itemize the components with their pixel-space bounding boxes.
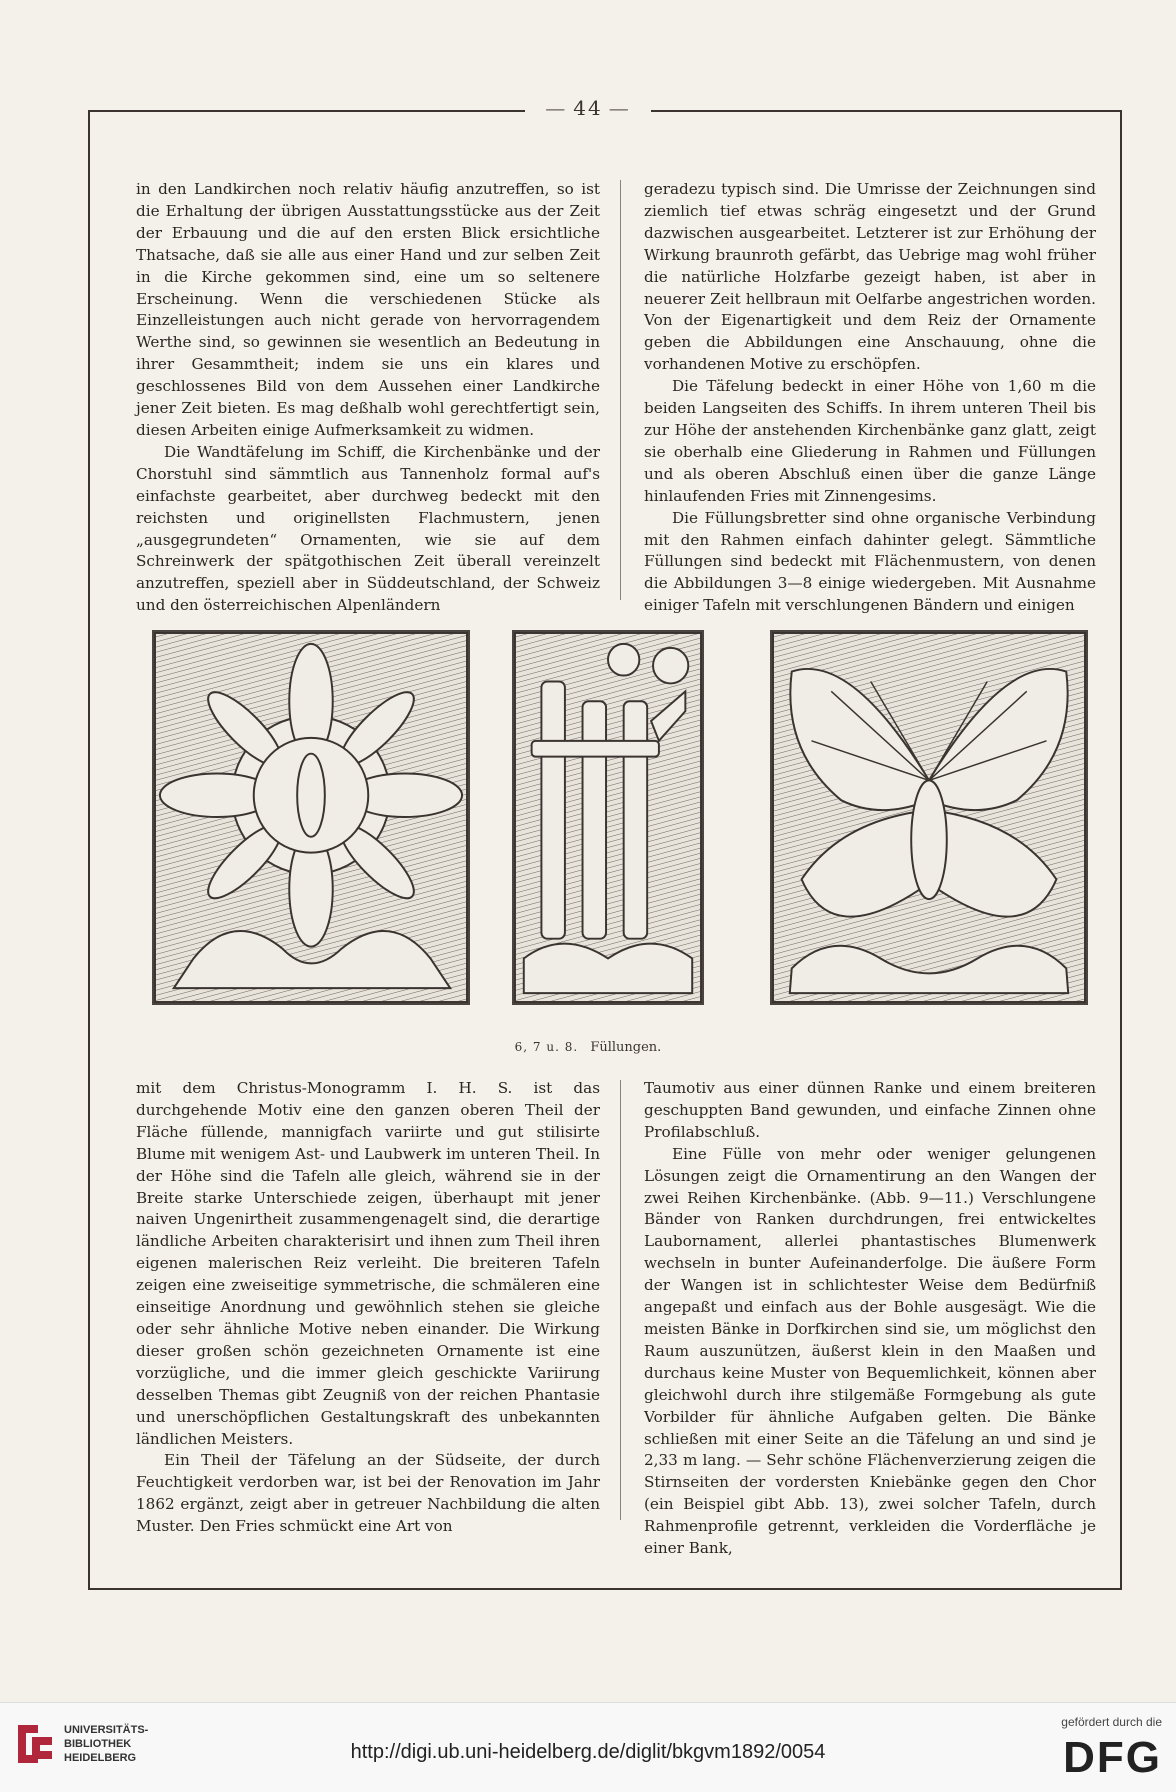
- institution-line: HEIDELBERG: [64, 1752, 137, 1764]
- figure-panel-butterfly: [770, 630, 1088, 1005]
- column-top-left: [136, 179, 600, 617]
- paragraph: Taumotiv aus einer dünnen Ranke und einem breiteren geschuppten Band gewunden, und einfache Zinnen ohne Profilabschluß.: [644, 1079, 1096, 1141]
- paragraph: Die Täfelung bedeckt in einer Höhe von 1,60 m die beiden Langseiten des Schiffs. In ihrem unteren Theil bis zur Höhe der anstehenden Kirchenbänke ganz glatt, zeigt sie oberhalb eine Gliederung in Rahmen und Füllungen und als oberen Abschluß einen über die ganze Länge hinlaufenden Fries mit Zinnengesims.: [644, 377, 1096, 505]
- page-number-wrap: [0, 96, 1176, 120]
- paragraph: Die Wandtäfelung im Schiff, die Kirchenbänke und der Chorstuhl sind sämmtlich aus Tannenholz formal auf's einfachste gearbeitet, aber durchweg bedeckt mit den reichsten und originellsten Flachmustern, jenen „ausgegrundeten“ Ornamenten, wie sie auf dem Schreinwerk der spätgothischen Zeit überall vereinzelt anzutreffen, speziell aber in Süddeutschland, der Schweiz und den österreichischen Alpenländern: [136, 442, 600, 615]
- monogram-engraving: [514, 632, 702, 1003]
- dfg-logo: DFG: [1063, 1733, 1162, 1782]
- figure-panel-monogram: [512, 630, 704, 1005]
- flower-engraving: [154, 632, 468, 1003]
- institution-line: UNIVERSITÄTS-: [64, 1724, 149, 1736]
- figure-caption-text: Füllungen.: [590, 1040, 662, 1055]
- figure-panel-flower: [152, 630, 470, 1005]
- column-top-right: [644, 179, 1096, 617]
- page-number: — 44 —: [525, 96, 650, 120]
- institution-line: BIBLIOTHEK: [64, 1738, 132, 1750]
- paragraph: in den Landkirchen noch relativ häufig anzutreffen, so ist die Erhaltung der übrigen Ausstattungsstücke aus der Zeit der Erbauung und die auf den ersten Blick ersichtliche Thatsache, daß sie alle aus einer Hand und zur selben Zeit in die Kirche gekommen sind, eine um so seltenere Erscheinung. Wenn die verschiedenen Stücke als Einzelleistungen auch nicht gerade von hervorragendem Werthe sind, so gewinnen sie wesentlich an Bedeutung in ihrer Gesammtheit; indem sie uns ein klares und geschlossenes Bild von dem Aussehen einer Landkirche jener Zeit bieten. Es mag deßhalb wohl gerechtfertigt sein, diesen Arbeiten einige Aufmerksamkeit zu widmen.: [136, 180, 600, 439]
- figure-caption: [0, 1040, 1176, 1055]
- paragraph: Ein Theil der Täfelung an der Südseite, der durch Feuchtigkeit verdorben war, ist bei der Renovation im Jahr 1862 ergänzt, zeigt aber in getreuer Nachbildung die alten Muster. Den Fries schmückt eine Art von: [136, 1451, 600, 1536]
- butterfly-engraving: [772, 632, 1086, 1003]
- paragraph: Eine Fülle von mehr oder weniger gelungenen Lösungen zeigt die Ornamentirung an den Wangen der zwei Reihen Kirchenbänke. (Abb. 9—11.) Verschlungene Bänder von Ranken durchdrungen, frei entwickeltes Laubornament, allerlei phantastisches Blumenwerk wechseln in bunter Aufeinanderfolge. Die äußere Form der Wangen ist in schlichtester Weise dem Bedürfniß angepaßt und einfach aus der Bohle ausgesägt. Wie die meisten Bänke in Dorfkirchen sind sie, um möglichst den Raum auszunützen, äußerst klein in den Maaßen und durchaus keine Muster von Bequemlichkeit, können aber gleichwohl durch ihre stilgemäße Formgebung als gute Vorbilder für ähnliche Aufgaben gelten. Die Bänke schließen mit einer Seite an die Täfelung an und sind je 2,33 m lang. — Sehr schöne Flächenverzierung zeigen die Stirnseiten der vordersten Kniebänke gegen den Chor (ein Beispiel gibt Abb. 13), zwei solcher Tafeln, durch Rahmenprofile getrennt, verkleiden die Vorderfläche je einer Bank,: [644, 1144, 1096, 1558]
- column-divider: [620, 1080, 621, 1520]
- paragraph: Die Füllungsbretter sind ohne organische Verbindung mit den Rahmen einfach dahinter gelegt. Sämmtliche Füllungen sind bedeckt mit Flächenmustern, von denen die Abbildungen 3—8 einige wiedergeben. Mit Ausnahme einiger Tafeln mit verschlungenen Bändern und einigen: [644, 508, 1096, 615]
- column-bottom-left: [136, 1078, 600, 1538]
- source-url-link[interactable]: http://digi.ub.uni-heidelberg.de/diglit/bkgvm1892/0054: [350, 1741, 826, 1763]
- footer-bar: [0, 1702, 1176, 1792]
- paragraph: mit dem Christus-Monogramm I. H. S. ist das durchgehende Motiv eine den ganzen oberen Theil der Fläche füllende, mannigfach variirte und gut stilisirte Blume mit wenigem Ast- und Laubwerk im unteren Theil. In der Höhe sind die Tafeln alle gleich, während sie in der Breite starke Unterschiede zeigen, überhaupt mit jener naiven Ungenirtheit zusammengenagelt sind, die derartige ländliche Arbeiten charakterisirt und ihnen zum Theil ihren eigenen malerischen Reiz verleiht. Die breiteren Tafeln zeigen eine zweiseitige symmetrische, die schmäleren eine einseitige Anordnung und gewöhnlich stehen sie gleiche oder sehr ähnliche Motive neben einander. Die Wirkung dieser großen schön gezeichneten Ornamente ist eine vorzügliche, und die immer gleich geschickte Variirung desselben Themas gibt Zeugniß von der reichen Phantasie und unerschöpflichen Gestaltungskraft des unbekannten ländlichen Meisters.: [136, 1079, 600, 1448]
- paragraph: geradezu typisch sind. Die Umrisse der Zeichnungen sind ziemlich tief etwas schräg eingesetzt und der Grund dazwischen ausgearbeitet. Letzterer ist zur Erhöhung der Wirkung braunroth gefärbt, das Uebrige mag wohl früher die natürliche Holzfarbe gezeigt haben, ist aber in neuerer Zeit hellbraun mit Oelfarbe angestrichen worden. Von der Eigenartigkeit und dem Reiz der Ornamente geben die Abbildungen eine Anschauung, ohne die vorhandenen Motive zu erschöpfen.: [644, 180, 1096, 374]
- sponsor-label: gefördert durch die: [1061, 1715, 1162, 1729]
- column-divider: [620, 180, 621, 600]
- column-bottom-right: [644, 1078, 1096, 1560]
- figure-numbers: 6, 7 u. 8.: [514, 1040, 579, 1054]
